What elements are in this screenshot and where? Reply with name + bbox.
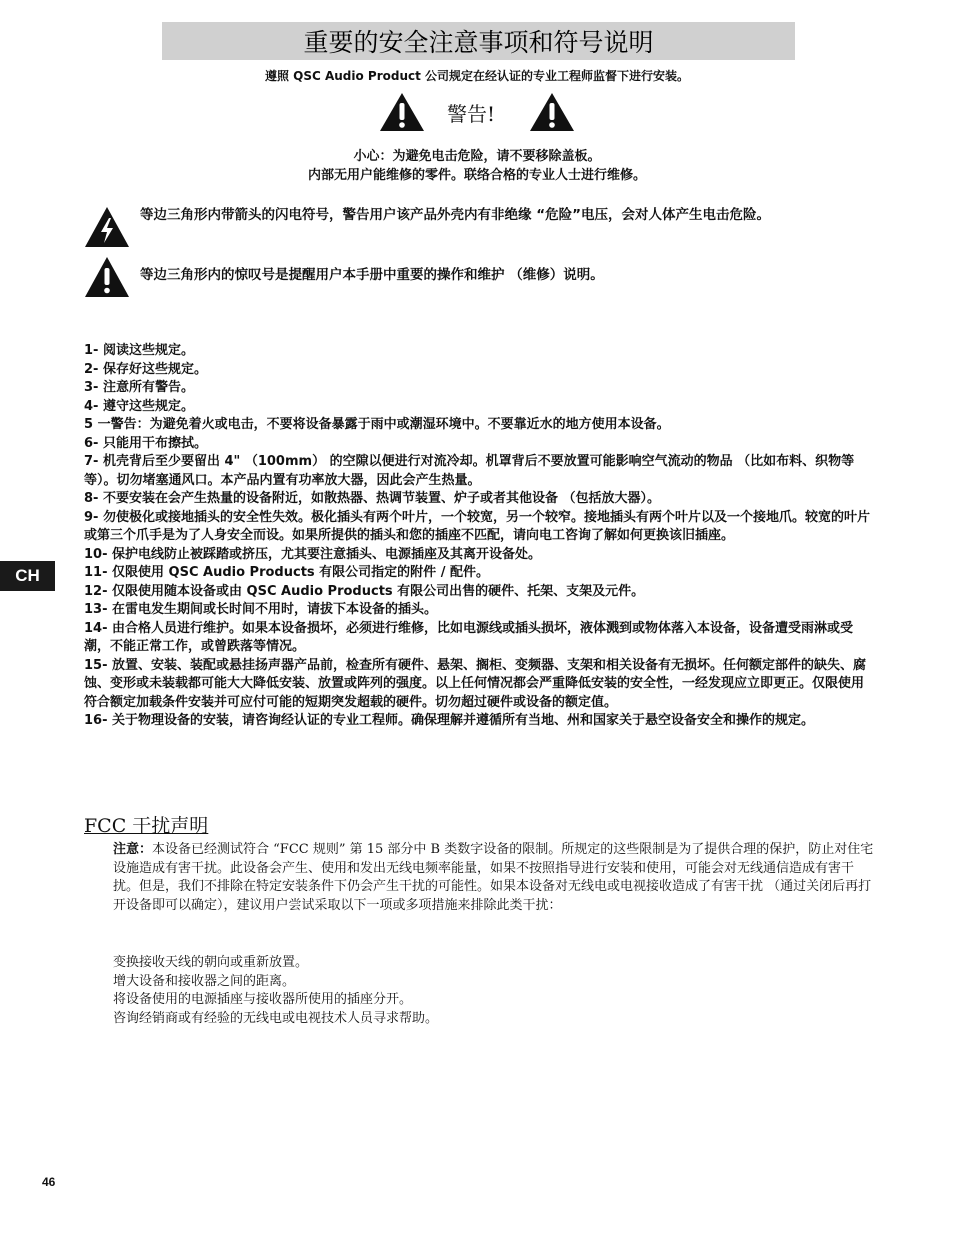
list-item: 11- 仅限使用 QSC Audio Products 有限公司指定的附件 / 配件。 [84,565,489,580]
warning-label: 警告! [446,101,496,126]
list-item: 4- 遵守这些规定。 [84,398,194,414]
list-item: 7- 机壳背后至少要留出 4" （100mm） 的空隙以便进行对流冷却。机罩背后不要放置可能影响空气流动的物品 （比如布料、织物等等）。切勿堵塞通风口。本产品内置有功率放大器，因此会产生热量。 [84,454,855,488]
fcc-note-label: 注意： [113,842,153,857]
caution-line: 内部无用户能维修的零件。联络合格的专业人士进行维修。 [307,168,646,183]
list-item: 12- 仅限使用随本设备或由 QSC Audio Products 有限公司出售的硬件、托架、支架及元件。 [84,583,645,599]
fcc-note-text: 本设备已经测试符合 “FCC 规则” 第 15 部分中 B 类数字设备的限制。所规定的这些限制是为了提供合理的保护，防止对住宅设施造成有害干扰。此设备会产生、使用和发出无线电频率能量，如果不按照指导进行安装和使用，可能会对无线通信造成有害干扰。但是，我们不排除在特定安装条件下仍会产生干扰的可能性。如果本设备对无线电或电视接收造成了有害干扰 （通过关闭后再打开设备即可以确定），建议用户尝试采取以下一项或多项措施来排除此类干扰： [113,842,874,913]
list-item: 1- 阅读这些规定。 [84,343,194,358]
fcc-measures-list [113,954,813,1028]
safety-rules-list [84,342,874,731]
page-title [162,22,795,60]
list-item: 变换接收天线的朝向或重新放置。 [113,955,309,970]
install-note: 遵照 QSC Audio Product 公司规定在经认证的专业工程师监督下进行安装。 [264,69,690,83]
fcc-statement [113,841,875,915]
list-item: 5 一警告：为避免着火或电击，不要将设备暴露于雨中或潮湿环境中。不要靠近水的地方使用本设备。 [84,417,670,432]
exclamation-triangle-icon [84,256,130,298]
list-item: 8- 不要安装在会产生热量的设备附近，如散热器、热调节装置、炉子或者其他设备 （包括放大器）。 [84,491,660,506]
list-item: 9- 勿使极化或接地插头的安全性失效。极化插头有两个叶片，一个较宽，另一个较窄。接地插头有两个叶片以及一个接地爪。较宽的叶片或第三个爪手是为了人身安全而设。如果所提供的插头和您的插座不匹配，请向电工咨询了解如何更换该旧插座。 [84,509,870,543]
list-item: 14- 由合格人员进行维护。如果本设备损坏，必须进行维修，比如电源线或插头损坏，液体溅到或物体落入本设备，设备遭受雨淋或受潮，不能正常工作，或曾跌落等情况。 [84,620,854,654]
list-item: 13- 在雷电发生期间或长时间不用时，请拔下本设备的插头。 [84,602,438,617]
list-item: 2- 保存好这些规定。 [84,361,207,377]
caution-line: 小心：为避免电击危险，请不要移除盖板。 [353,149,601,164]
list-item: 16- 关于物理设备的安装，请咨询经认证的专业工程师。确保理解并遵循所有当地、州和国家关于悬空设备安全和操作的规定。 [84,713,815,728]
lightning-triangle-icon [84,206,130,248]
symbol-explanation-exclamation [84,256,874,298]
warning-banner [0,92,954,132]
fcc-heading: FCC 干扰声明 [84,815,209,837]
list-item: 10- 保护电线防止被踩踏或挤压，尤其要注意插头、电源插座及其离开设备处。 [84,546,542,562]
list-item: 15- 放置、安装、装配或悬挂扬声器产品前，检查所有硬件、悬架、搁柜、变频器、支架和相关设备有无损坏。任何额定部件的缺失、腐蚀、变形或未装载都可能大大降低安装、放置或阵列的强度。以上任何情况都会严重降低安装的安全性，一经发现应立即更正。仅限使用符合额定加载条件安装并可应付可能的短期突发超载的硬件。切勿超过硬件或设备的额定值。 [84,657,867,710]
list-item: 将设备使用的电源插座与接收器所使用的插座分开。 [113,992,413,1007]
warning-triangle-icon [379,92,425,132]
list-item: 3- 注意所有警告。 [84,380,194,395]
language-tab: CH [0,561,55,591]
list-item: 咨询经销商或有经验的无线电或电视技术人员寻求帮助。 [113,1010,439,1026]
caution-text [0,147,954,185]
warning-triangle-icon [529,92,575,132]
symbol-text: 等边三角形内带箭头的闪电符号，警告用户该产品外壳内有非绝缘 “危险”电压，会对人体产生电击危险。 [140,207,770,223]
list-item: 增大设备和接收器之间的距离。 [113,973,296,989]
page-title-text: 重要的安全注意事项和符号说明 [303,28,654,57]
symbol-text: 等边三角形内的惊叹号是提醒用户本手册中重要的操作和维护 （维修）说明。 [140,267,604,283]
page-number: 46 [42,1175,56,1189]
list-item: 6- 只能用干布擦拭。 [84,435,207,451]
symbol-explanation-lightning [84,206,874,248]
